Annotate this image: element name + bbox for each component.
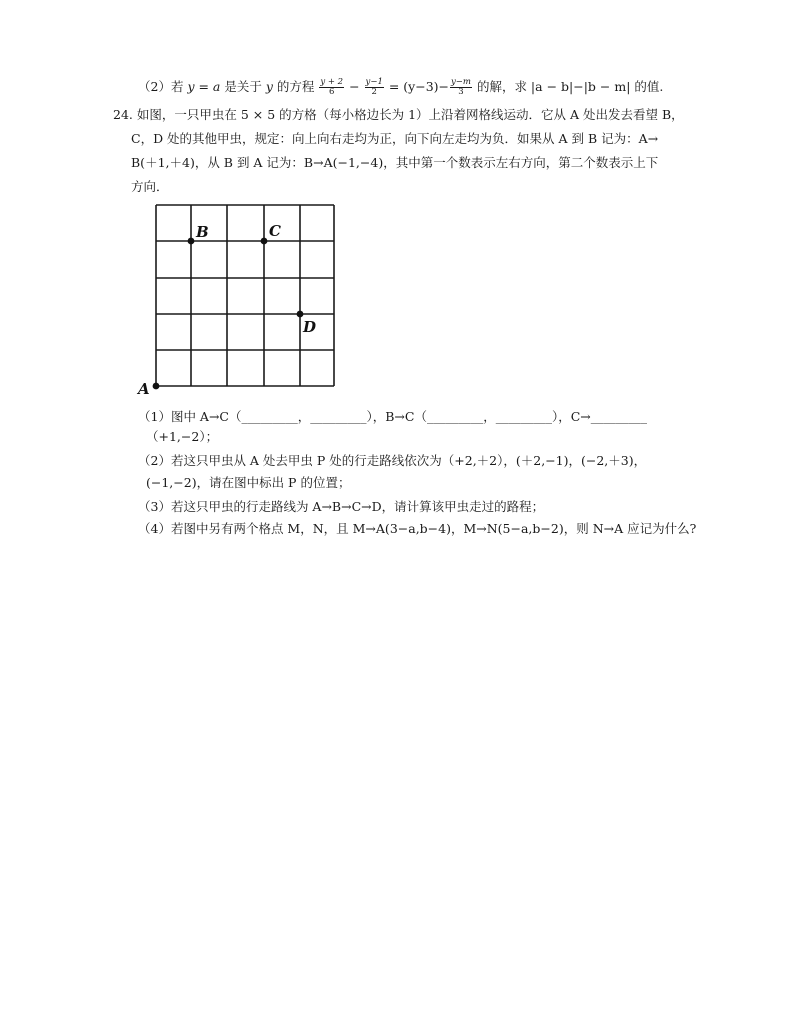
sub-question-1-line-1: （1）图中 A→C（_________，_________），B→C（_________，_________），C→_________	[138, 409, 648, 424]
point-b	[188, 238, 195, 245]
sub-question-3: （3）若这只甲虫的行走路线为 A→B→C→D，请计算该甲虫走过的路程；	[138, 499, 545, 514]
sub-question-2-line-1: （2）若这只甲虫从 A 处去甲虫 P 处的行走路线依次为（+2,＋2），(＋2,−1)，(−2,＋3)，	[138, 453, 647, 468]
point-d	[297, 311, 304, 318]
fraction-1: $\frac{y + 2}{6}$	[320, 77, 344, 97]
q24-line-3: B(＋1,＋4)，从 B 到 A 记为：B→A(−1,−4)，其中第一个数表示左右方向，第二个数表示上下	[131, 155, 659, 170]
sub-question-2-line-2: (−1,−2)，请在图中标出 P 的位置；	[146, 475, 351, 490]
fraction-2: $\frac{y-1}{2}$	[365, 77, 383, 97]
sub-question-4: （4）若图中另有两个格点 M，N，且 M→A(3−a,b−4)，M→N(5−a,b−2)，则 N→A 应记为什么?	[138, 521, 697, 536]
point-a	[153, 383, 160, 390]
point-c	[261, 238, 268, 245]
fraction-3: $\frac{y-m}{3}$	[451, 77, 471, 97]
label-b: B	[196, 223, 209, 241]
label-c: C	[269, 222, 281, 240]
q24-line-1: 24. 如图，一只甲虫在 5 × 5 的方格（每小格边长为 1）上沿着网格线运动．它从 A 处出发去看望 B，	[113, 107, 684, 122]
label-a: A	[138, 380, 150, 398]
q24-line-2: C，D 处的其他甲虫，规定：向上向右走均为正，向下向左走均为负．如果从 A 到 B 记为：A→	[131, 131, 659, 146]
grid-lines	[156, 205, 334, 386]
grid-figure	[136, 200, 336, 400]
q24-line-4: 方向．	[131, 179, 169, 194]
sub-question-1-line-2: （+1,−2）；	[146, 429, 219, 444]
label-d: D	[303, 318, 317, 336]
q23-part2-line: （2）若 y = a 是关于 y 的方程 $\frac{y + 2}{6}$ − $\frac{y-1}{2}$ = (y−3)− $\frac{y-m}{3}$ 的解，求 |a − b|−|b − m| 的值.	[138, 77, 664, 97]
